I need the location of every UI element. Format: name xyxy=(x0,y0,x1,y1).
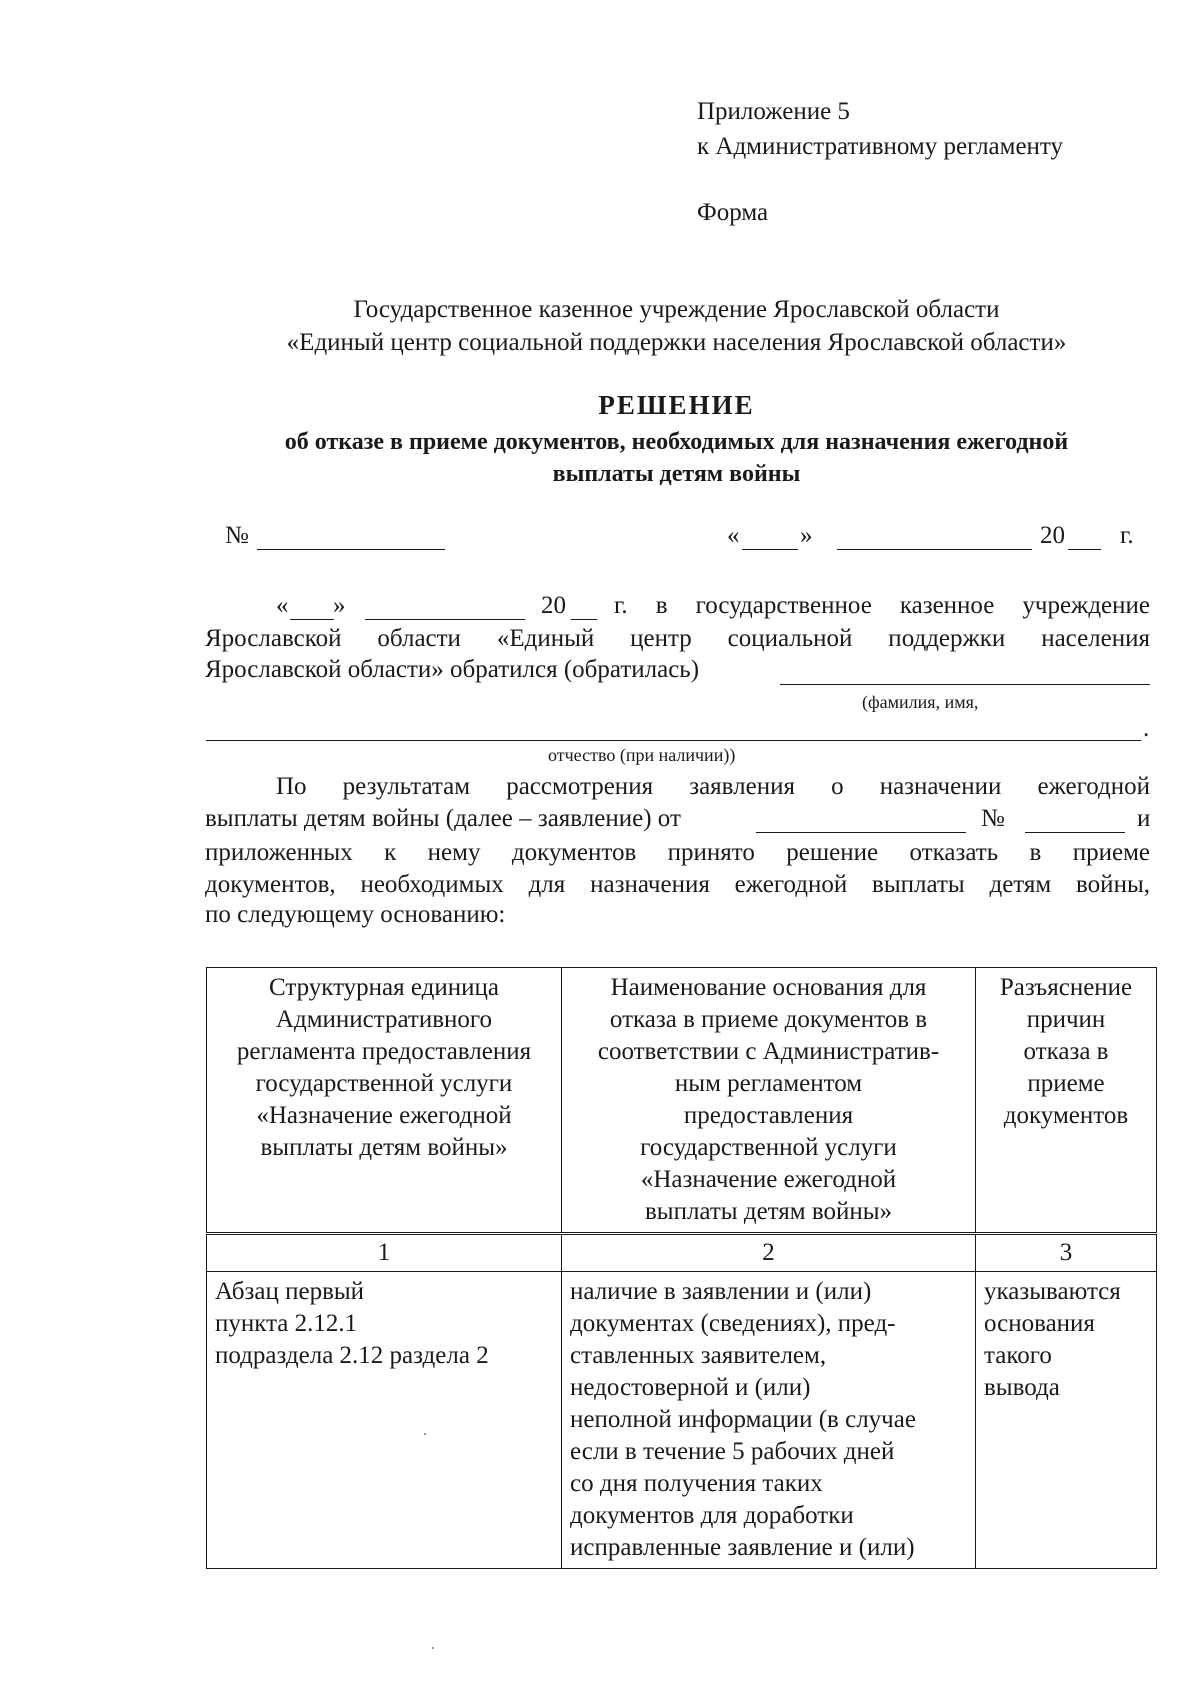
cell-line: документов xyxy=(1003,1102,1129,1129)
cell-line: отказа в xyxy=(1023,1038,1109,1065)
cell-line: Абзац первый xyxy=(215,1278,365,1305)
cell-line: исправленные заявление и (или) xyxy=(570,1534,915,1561)
para2-line-4: документов, необходимых для назначения ежегодной выплаты детям войны, xyxy=(205,871,1150,898)
hint-name: (фамилия, имя, xyxy=(862,692,979,712)
para1-line-2: Ярославской области «Единый центр социальной поддержки населения xyxy=(205,625,1150,652)
application-number-blank[interactable] xyxy=(1025,832,1125,833)
cell-refusal-ground xyxy=(562,1272,976,1569)
document-title: РЕШЕНИЕ xyxy=(598,390,755,420)
application-date-blank[interactable] xyxy=(756,832,966,833)
document-subtitle-line-1: об отказе в приеме документов, необходимых для назначения ежегодной xyxy=(284,429,1069,455)
table-header-row xyxy=(207,968,1157,1234)
cell-line: ставленных заявителем, xyxy=(570,1342,827,1369)
appendix-label: Приложение 5 xyxy=(697,98,850,125)
column-number-1: 1 xyxy=(207,1234,562,1272)
cell-line: причин xyxy=(1026,1006,1106,1033)
cell-line: регламента предоставления xyxy=(236,1038,532,1065)
refusal-reasons-table xyxy=(206,967,1157,1569)
cell-line: указываются xyxy=(984,1278,1121,1305)
para2-line-1: По результатам рассмотрения заявления о назначении ежегодной xyxy=(276,773,1150,800)
cell-line: такого xyxy=(984,1342,1052,1369)
column-number-3: 3 xyxy=(976,1234,1157,1272)
date-year-prefix: 20 xyxy=(1040,522,1065,549)
organization-line-1: Государственное казенное учреждение Ярославской области xyxy=(353,296,1000,323)
number-blank[interactable] xyxy=(257,549,445,550)
cell-line: если в течение 5 рабочих дней xyxy=(570,1438,895,1465)
cell-explanation xyxy=(976,1272,1157,1569)
cell-line: со дня получения таких xyxy=(570,1470,823,1497)
cell-line: Административного xyxy=(275,1006,493,1033)
cell-line: государственной услуги xyxy=(255,1070,513,1097)
cell-line: Разъяснение xyxy=(999,974,1133,1001)
para1-line-1: г. в государственное казенное учреждение xyxy=(614,592,1150,619)
cell-line: государственной услуги xyxy=(640,1134,897,1161)
table-column-numbers-row xyxy=(207,1234,1157,1272)
para1-day-blank[interactable] xyxy=(290,619,334,620)
cell-line: наличие в заявлении и (или) xyxy=(570,1278,872,1305)
para1-quote-close: » xyxy=(333,592,346,619)
para2-and: и xyxy=(1137,805,1151,832)
cell-line: неполной информации (в случае xyxy=(570,1406,916,1433)
header-structural-unit xyxy=(207,968,562,1234)
header-refusal-ground xyxy=(562,968,976,1234)
regulation-reference: к Административному регламенту xyxy=(697,133,1064,160)
date-month-blank[interactable] xyxy=(837,549,1032,550)
applicant-patronymic-blank[interactable] xyxy=(206,740,1141,741)
cell-line: отказа в приеме документов в xyxy=(609,1006,928,1033)
cell-line: «Назначение ежегодной xyxy=(256,1102,512,1129)
cell-line: вывода xyxy=(984,1374,1060,1401)
patronymic-trailing-dot: . xyxy=(1143,715,1150,742)
applicant-name-blank[interactable] xyxy=(780,684,1150,685)
cell-line: соответствии с Административ- xyxy=(597,1038,940,1065)
column-number-2: 2 xyxy=(562,1234,976,1272)
scan-speck xyxy=(432,1647,434,1649)
cell-line: предоставления xyxy=(683,1102,854,1129)
cell-line: недостоверной и (или) xyxy=(570,1374,811,1401)
date-day-quote-open: « xyxy=(727,522,740,549)
para1-quote-open: « xyxy=(276,592,289,619)
para1-year-prefix: 20 xyxy=(541,592,566,619)
table-row xyxy=(207,1272,1157,1569)
header-explanation xyxy=(976,968,1157,1234)
cell-line: выплаты детям войны» xyxy=(260,1134,508,1161)
para1-year-blank[interactable] xyxy=(571,619,597,620)
date-year-blank[interactable] xyxy=(1068,549,1101,550)
cell-line: Структурная единица xyxy=(269,974,499,1001)
para2-line-3: приложенных к нему документов принято решение отказать в приеме xyxy=(205,839,1150,866)
para1-month-blank[interactable] xyxy=(365,619,525,620)
cell-line: Наименование основания для xyxy=(610,974,927,1001)
cell-line: ным регламентом xyxy=(674,1070,863,1097)
date-day-quote-close: » xyxy=(800,522,813,549)
number-sign: № xyxy=(225,522,249,549)
para2-number-sign: № xyxy=(981,805,1005,832)
cell-line: выплаты детям войны» xyxy=(644,1198,893,1225)
date-year-suffix: г. xyxy=(1120,522,1134,549)
cell-line: документах (сведениях), пред- xyxy=(570,1310,896,1337)
document-subtitle-line-2: выплаты детям войны xyxy=(552,461,801,487)
cell-line: основания xyxy=(984,1310,1095,1337)
cell-line: пункта 2.12.1 xyxy=(215,1310,358,1337)
para2-line-5: по следующему основанию: xyxy=(205,901,506,928)
date-day-blank[interactable] xyxy=(742,549,798,550)
cell-line: «Назначение ежегодной xyxy=(640,1166,897,1193)
hint-patronymic: отчество (при наличии)) xyxy=(548,745,736,765)
scan-speck xyxy=(424,1433,426,1435)
cell-line: документов для доработки xyxy=(570,1502,854,1529)
para2-line-2-text: выплаты детям войны (далее – заявление) от xyxy=(205,805,681,832)
cell-line: подраздела 2.12 раздела 2 xyxy=(215,1342,489,1369)
cell-line: приеме xyxy=(1027,1070,1105,1097)
form-label: Форма xyxy=(697,199,769,226)
organization-line-2: «Единый центр социальной поддержки населения Ярославской области» xyxy=(286,329,1067,356)
cell-structural-unit xyxy=(207,1272,562,1569)
para1-line-3: Ярославской области» обратился (обратилась) xyxy=(205,656,700,683)
